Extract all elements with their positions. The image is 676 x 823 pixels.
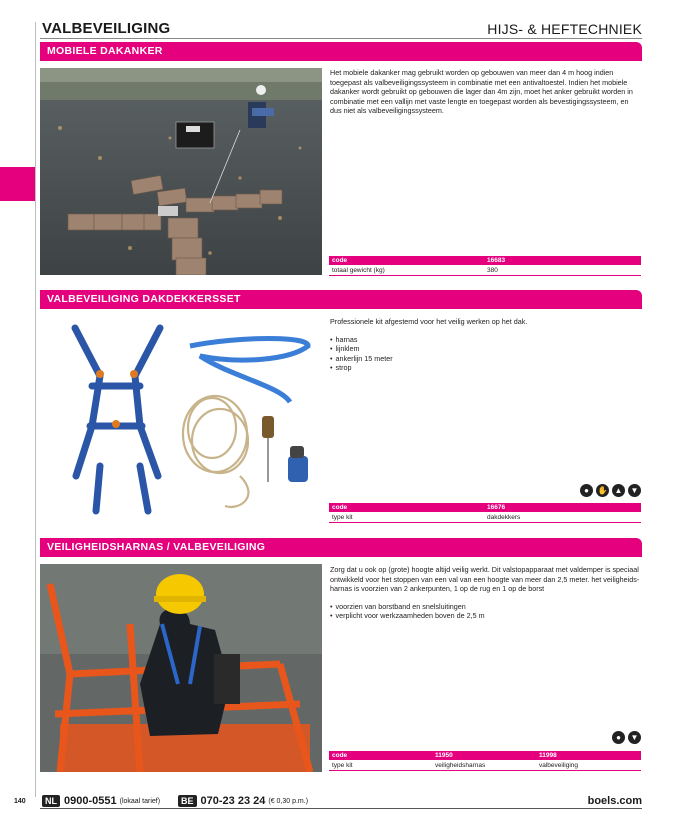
be-badge: BE [178,795,197,807]
helmet-icon: ● [612,731,625,744]
website-link[interactable]: boels.com [587,795,642,807]
table-row [329,760,641,771]
table-header-cell: 11998 [539,752,557,759]
shield-icon: ▼ [628,484,641,497]
be-note: (€ 0,30 p.m.) [268,797,309,805]
table-header-cell: code [332,257,348,264]
shield-icon: ▼ [628,731,641,744]
section-title-veiligheidsharnas: VEILIGHEIDSHARNAS / VALBEVEILIGING [40,538,642,557]
table-cell: totaal gewicht (kg) [332,267,385,274]
page-number: 140 [14,798,26,805]
be-phone: 070-23 23 24 [200,795,266,807]
section-3-bullets [330,602,640,621]
footer-divider [40,808,642,809]
section-3-description [330,565,640,621]
table-header-cell: 16676 [487,504,506,511]
list-item: • lijnklem [330,344,640,354]
section-tab-marker [0,167,35,201]
table-header-cell: 16683 [487,257,506,264]
spec-table-1 [329,256,641,276]
table-row [329,512,641,523]
roofer-kit-photo [40,316,322,524]
section-2-intro: Professionele kit afgestemd voor het veilig werken op het dak. [330,317,528,326]
safety-icons-set-3 [612,731,641,744]
section-2-description [330,317,640,373]
table-cell: type kit [332,514,353,521]
table-cell: 380 [487,267,498,274]
page-title: VALBEVEILIGING [42,20,171,37]
nl-badge: NL [42,795,60,807]
section-1-description: Het mobiele dakanker mag gebruikt worden op gebouwen van meer dan 4 m hoog indien toegepast als valbeveiligingssysteem in combinatie met een antivaltoestel. Indien het mobiele dakanker wordt gebruikt op gebouwen die lager dan 4m zijn, moet het anker gebruikt worden in combinatie met een vallijn met vaste lengte en toegepast worden als bevestigingssysteem, en dus niet als valbeveiligingssysteem. [330,68,633,116]
table-header-cell: 11950 [435,752,453,759]
list-item: • ankerlijn 15 meter [330,354,640,364]
section-2-bullets [330,335,640,373]
harness-icon: ▲ [612,484,625,497]
spec-table-header [329,503,641,512]
page-category: HIJS- & HEFTECHNIEK [487,21,642,37]
margin-line [35,22,36,797]
nl-phone: 0900-0551 [64,795,117,807]
footer-be-contact [178,795,308,807]
spec-table-2 [329,503,641,523]
aerial-lift-worker-photo [40,564,322,772]
spec-table-3 [329,751,641,771]
table-cell: type kit [332,762,353,769]
section-3-intro: Zorg dat u ook op (grote) hoogte altijd veilig werkt. Dit valstopapparaat met valdemper is speciaal ontwikkeld voor het stoppen van een val van een hoogte van meer dan 2,5 meter. het veiligheids-harnas is voorzien van 2 ankerpunten, 1 op de rug en 1 op de borst [330,565,640,594]
list-item: • verplicht voor werkzaamheden boven de 2,5 m [330,611,640,621]
footer-nl-contact [42,795,160,807]
table-cell: veiligheidsharnas [435,762,486,769]
list-item: • harnas [330,335,640,345]
list-item: • voorzien van borstband en snelsluitingen [330,602,640,612]
table-cell: dakdekkers [487,514,521,521]
table-cell: valbeveiliging [539,762,579,769]
spec-table-header [329,751,641,760]
section-title-mobiele-dakanker: MOBIELE DAKANKER [40,42,642,61]
table-row [329,265,641,276]
safety-icons-set-2 [580,484,641,497]
nl-note: (lokaal tarief) [119,797,161,805]
list-item: • strop [330,363,640,373]
glove-icon: ✋ [597,486,608,495]
roof-anchor-photo [40,68,322,275]
section-title-dakdekkersset: VALBEVEILIGING DAKDEKKERSSET [40,290,642,309]
header-divider [40,38,642,39]
helmet-icon: ● [580,484,593,497]
table-header-cell: code [332,504,348,511]
spec-table-header [329,256,641,265]
table-header-cell: code [332,752,348,759]
